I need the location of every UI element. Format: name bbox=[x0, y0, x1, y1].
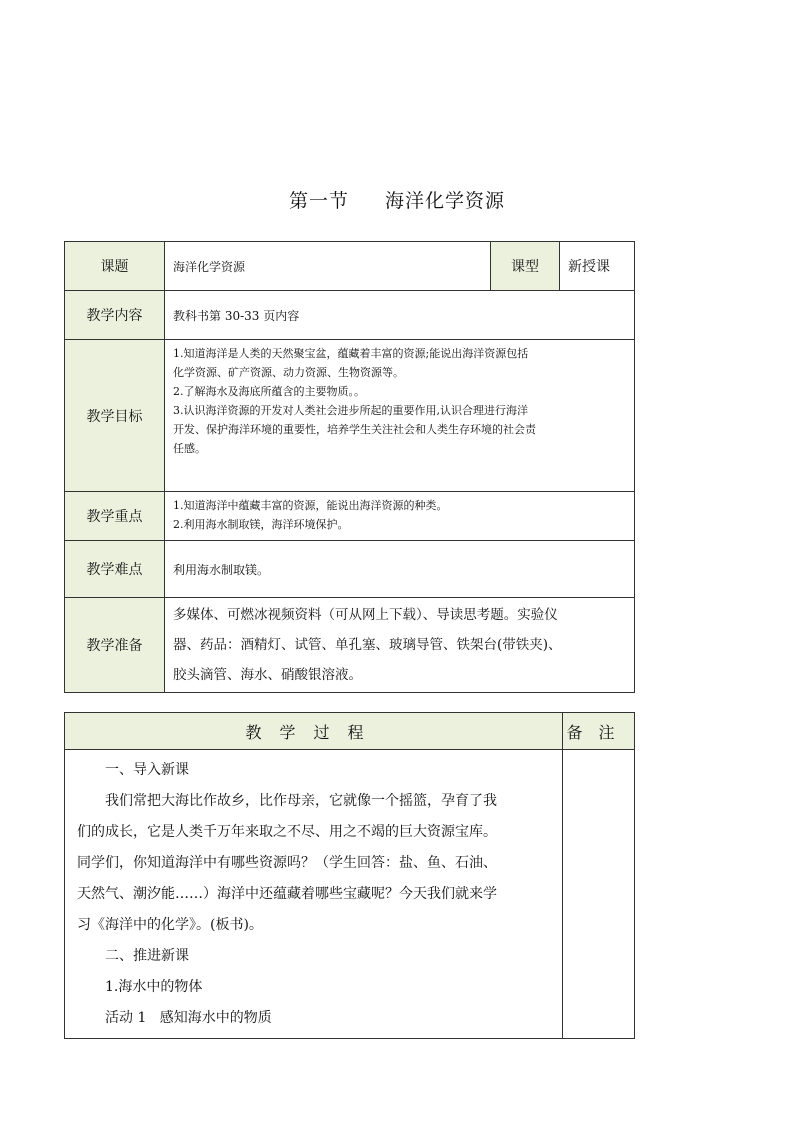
section-title: 海洋化学资源 bbox=[385, 190, 506, 212]
content-value: 教科书第 30-33 页内容 bbox=[165, 291, 635, 340]
lesson-type-label: 课型 bbox=[491, 242, 560, 291]
goals-value bbox=[165, 340, 635, 492]
teaching-process-table bbox=[64, 712, 635, 1039]
preparation-value bbox=[165, 598, 635, 693]
process-body bbox=[65, 750, 563, 1039]
key-points-label: 教学重点 bbox=[65, 492, 165, 541]
process-header: 教学过程 bbox=[65, 713, 563, 750]
goals-label: 教学目标 bbox=[65, 340, 165, 492]
section-heading: 二、推进新课 bbox=[105, 948, 189, 964]
goals-line: 化学资源、矿产资源、动力资源、生物资源等。 bbox=[173, 366, 404, 379]
goals-line: 任感。 bbox=[173, 442, 206, 455]
preparation-label: 教学准备 bbox=[65, 598, 165, 693]
activity-heading: 活动 1 感知海水中的物质 bbox=[105, 1010, 272, 1026]
subsection-heading: 1.海水中的物体 bbox=[105, 979, 203, 995]
key-point-line: 1.知道海洋中蕴藏丰富的资源，能说出海洋资源的种类。 bbox=[173, 499, 448, 512]
page-title bbox=[0, 186, 794, 213]
topic-label: 课题 bbox=[65, 242, 165, 291]
section-number: 第一节 bbox=[288, 190, 349, 212]
lesson-type-value: 新授课 bbox=[560, 242, 635, 291]
goals-line: 1.知道海洋是人类的天然聚宝盆，蕴藏着丰富的资源;能说出海洋资源包括 bbox=[173, 347, 529, 360]
key-point-line: 2.利用海水制取镁，海洋环境保护。 bbox=[173, 518, 349, 531]
topic-value: 海洋化学资源 bbox=[165, 242, 491, 291]
difficulty-value: 利用海水制取镁。 bbox=[165, 541, 635, 598]
paragraph-line: 习《海洋中的化学》。(板书)。 bbox=[77, 917, 263, 933]
preparation-line: 多媒体、可燃冰视频资料（可从网上下载）、导读思考题。实验仪 bbox=[173, 607, 558, 623]
paragraph-line: 同学们，你知道海洋中有哪些资源吗？（学生回答：盐、鱼、石油、 bbox=[77, 855, 497, 871]
goals-line: 3.认识海洋资源的开发对人类社会进步所起的重要作用,认识合理进行海洋 bbox=[173, 404, 528, 417]
goals-line: 开发、保护海洋环境的重要性，培养学生关注社会和人类生存环境的社会责 bbox=[173, 423, 536, 436]
section-heading: 一、导入新课 bbox=[105, 762, 189, 778]
difficulty-label: 教学难点 bbox=[65, 541, 165, 598]
notes-cell bbox=[563, 750, 635, 1039]
preparation-line: 胶头滴管、海水、硝酸银溶液。 bbox=[173, 667, 362, 683]
paragraph-line: 们的成长，它是人类千万年来取之不尽、用之不竭的巨大资源宝库。 bbox=[77, 824, 497, 840]
key-points-value bbox=[165, 492, 635, 541]
preparation-line: 器、药品：酒精灯、试管、单孔塞、玻璃导管、铁架台(带铁夹)、 bbox=[173, 637, 562, 653]
lesson-info-table bbox=[64, 241, 635, 693]
paragraph-line: 我们常把大海比作故乡，比作母亲，它就像一个摇篮，孕育了我 bbox=[105, 793, 497, 809]
notes-header: 备注 bbox=[563, 713, 635, 750]
paragraph-line: 天然气、潮汐能……）海洋中还蕴藏着哪些宝藏呢？今天我们就来学 bbox=[77, 886, 497, 902]
content-label: 教学内容 bbox=[65, 291, 165, 340]
goals-line: 2.了解海水及海底所蕴含的主要物质。。 bbox=[173, 385, 365, 398]
